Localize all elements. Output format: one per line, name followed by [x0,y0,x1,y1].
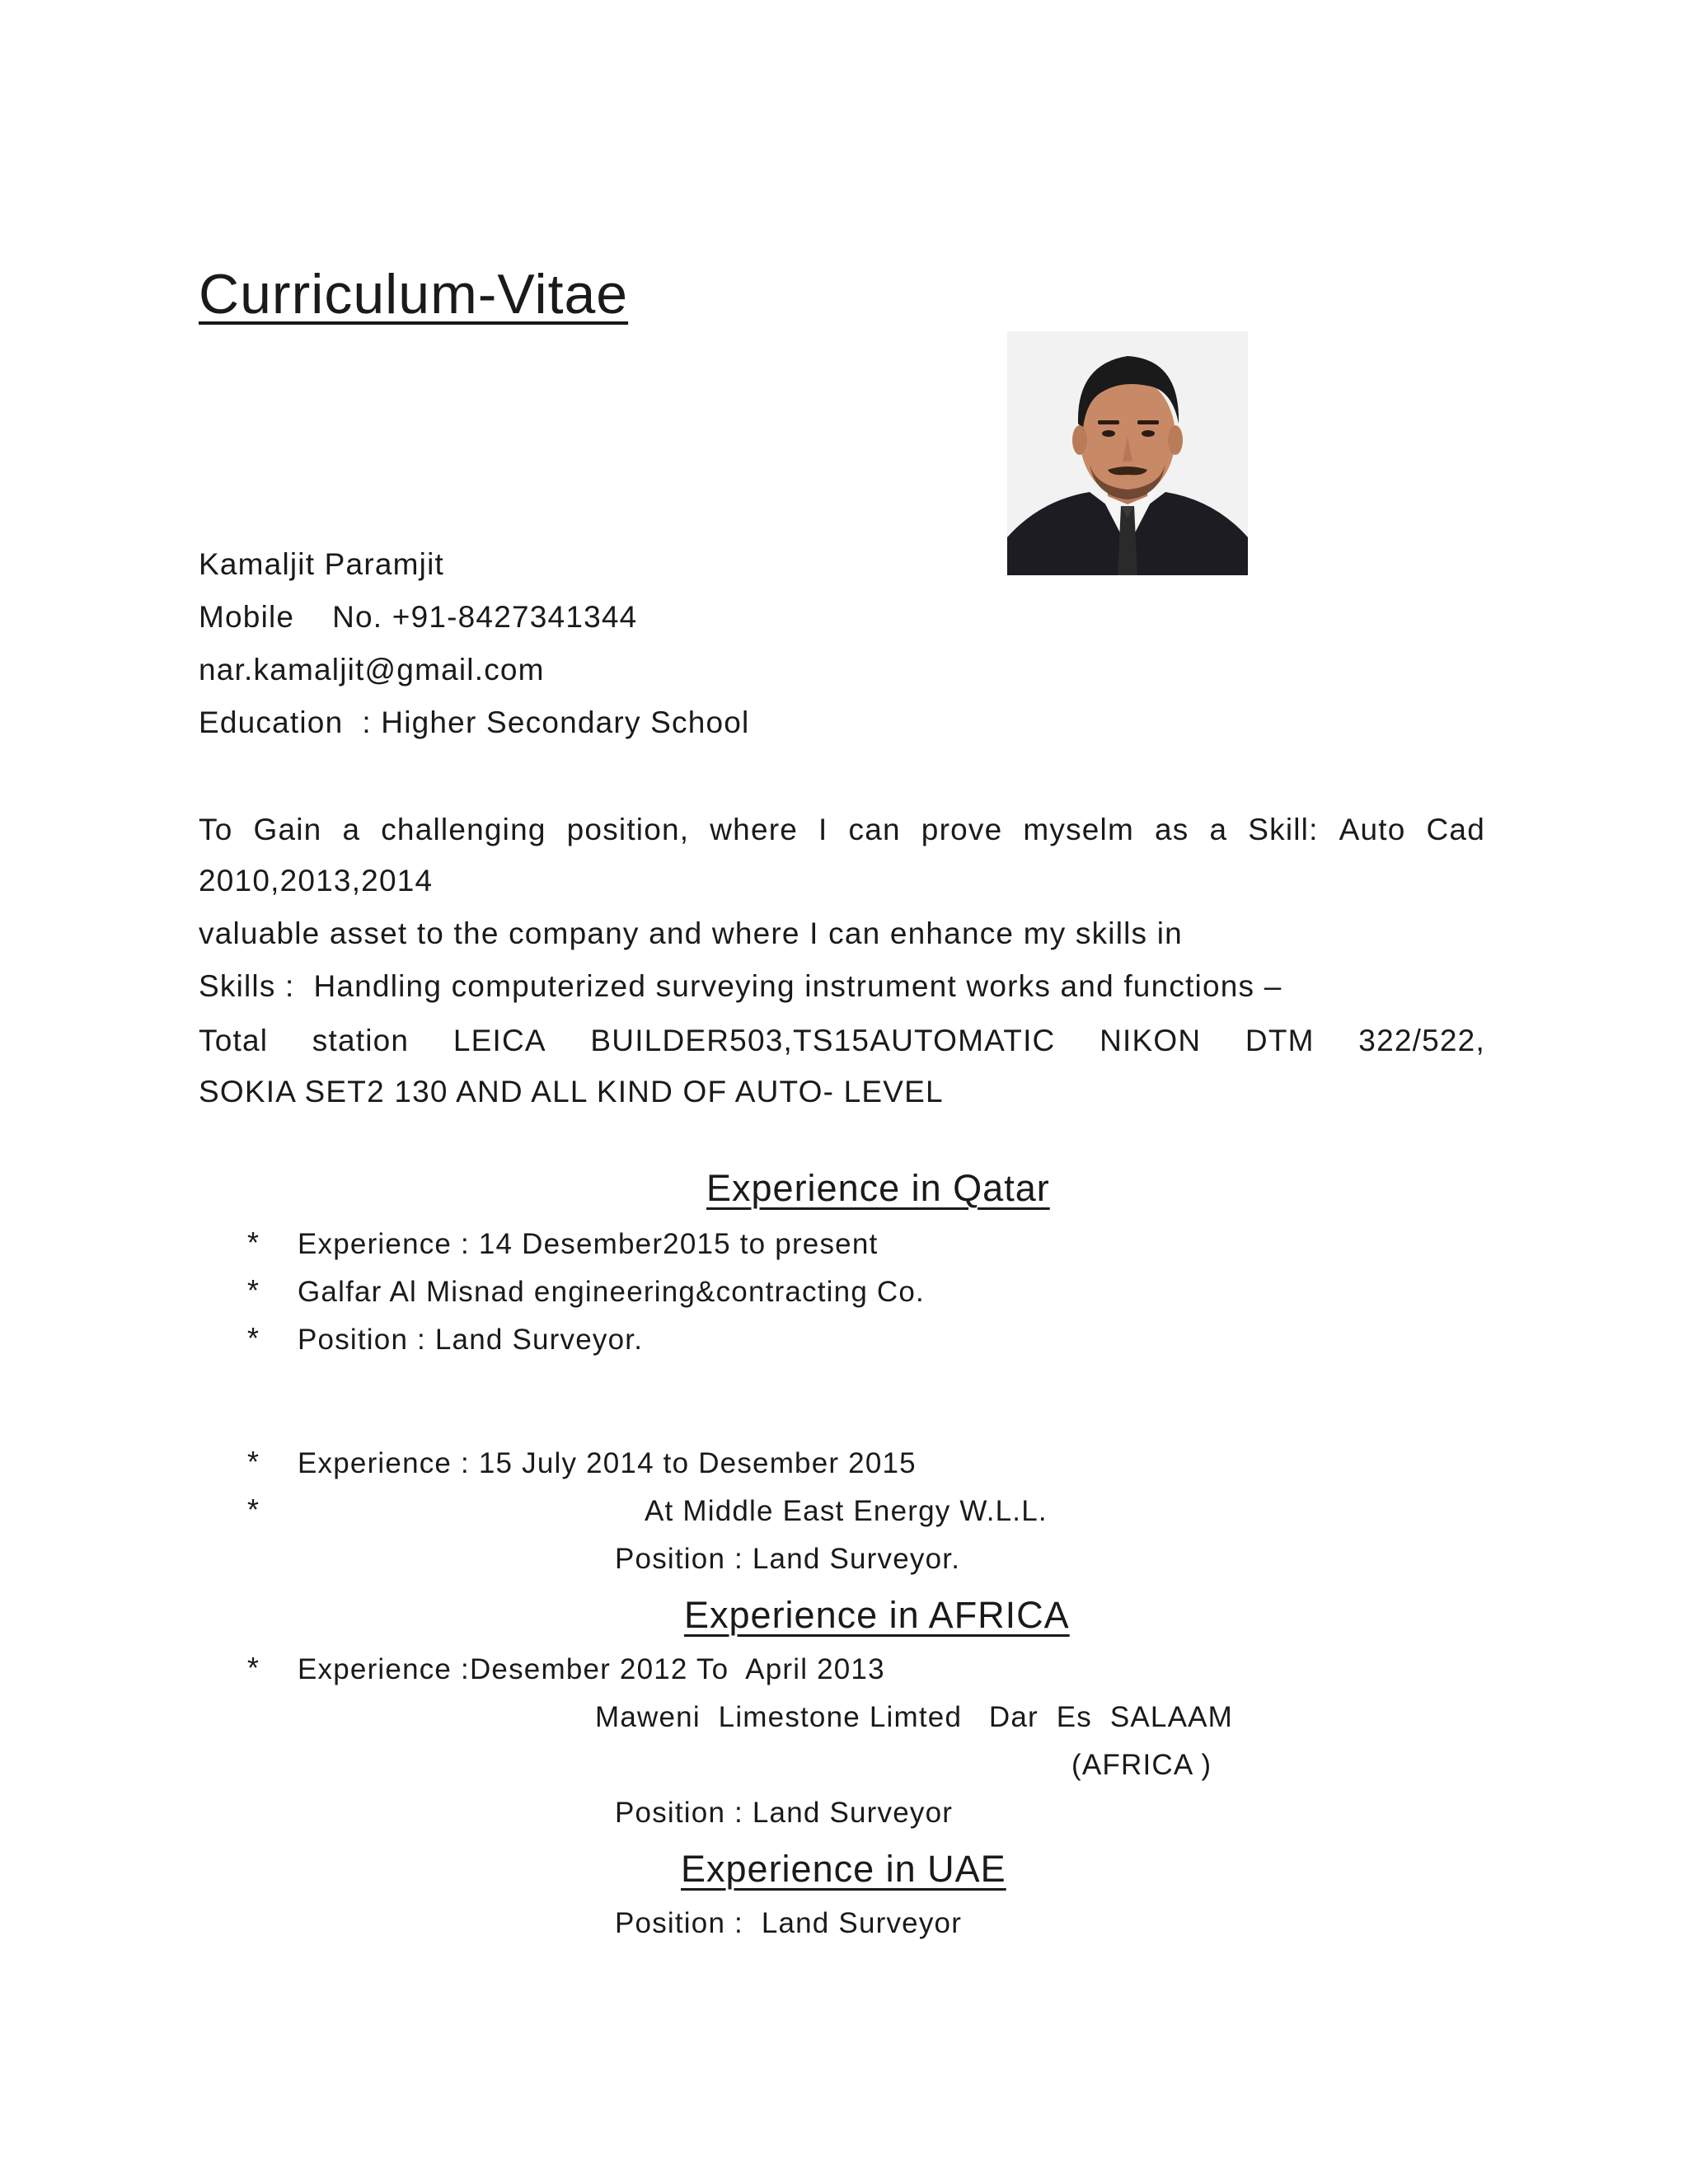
instruments-line-2: SOKIA SET2 130 AND ALL KIND OF AUTO- LEVEL [199,1075,944,1108]
africa-heading: Experience in AFRICA [684,1594,1070,1636]
qatar-heading: Experience in Qatar [706,1167,1050,1209]
qatar-job2-experience: Experience : 15 July 2014 to Desember 2015 [298,1447,917,1479]
bullet-icon: * [247,1651,260,1685]
objective-line-2: 2010,2013,2014 [199,864,434,898]
bullet-icon: * [247,1445,260,1479]
qatar-job1-company: Galfar Al Misnad engineering&contracting Co. [298,1276,925,1308]
email-address: nar.kamaljit@gmail.com [199,653,545,687]
bullet-icon: * [247,1493,260,1526]
qatar-job2-position: Position : Land Surveyor. [615,1543,961,1575]
qatar-job1-experience: Experience : 14 Desember2015 to present [298,1228,879,1260]
qatar-job1-position: Position : Land Surveyor. [298,1324,644,1356]
uae-heading: Experience in UAE [681,1848,1006,1890]
profile-photo [1007,331,1248,575]
africa-company: Maweni Limestone Limted Dar Es SALAAM [595,1701,1234,1733]
africa-region: (AFRICA ) [1071,1749,1212,1781]
candidate-name: Kamaljit Paramjit [199,547,444,581]
africa-experience: Experience :Desember 2012 To April 2013 [298,1653,885,1685]
uae-position: Position : Land Surveyor [615,1907,963,1939]
africa-position: Position : Land Surveyor [615,1797,954,1829]
objective-line-1: To Gain a challenging position, where I can prove myselm as a Skill: Auto Cad [199,813,1485,846]
bullet-icon: * [247,1273,260,1307]
skills-line: Skills : Handling computerized surveying instrument works and functions – [199,969,1282,1003]
instruments-line: Total station LEICA BUILDER503,TS15AUTOMATIC NIKON DTM 322/522, [199,1024,1485,1057]
bullet-icon: * [247,1321,260,1355]
qatar-job2-company: At Middle East Energy W.L.L. [645,1495,1048,1527]
education: Education : Higher Secondary School [199,705,750,739]
bullet-icon: * [247,1226,260,1259]
document-title: Curriculum-Vitae [199,263,629,326]
objective-line-3: valuable asset to the company and where I can enhance my skills in [199,916,1183,950]
mobile-number: Mobile No. +91-8427341344 [199,600,638,634]
